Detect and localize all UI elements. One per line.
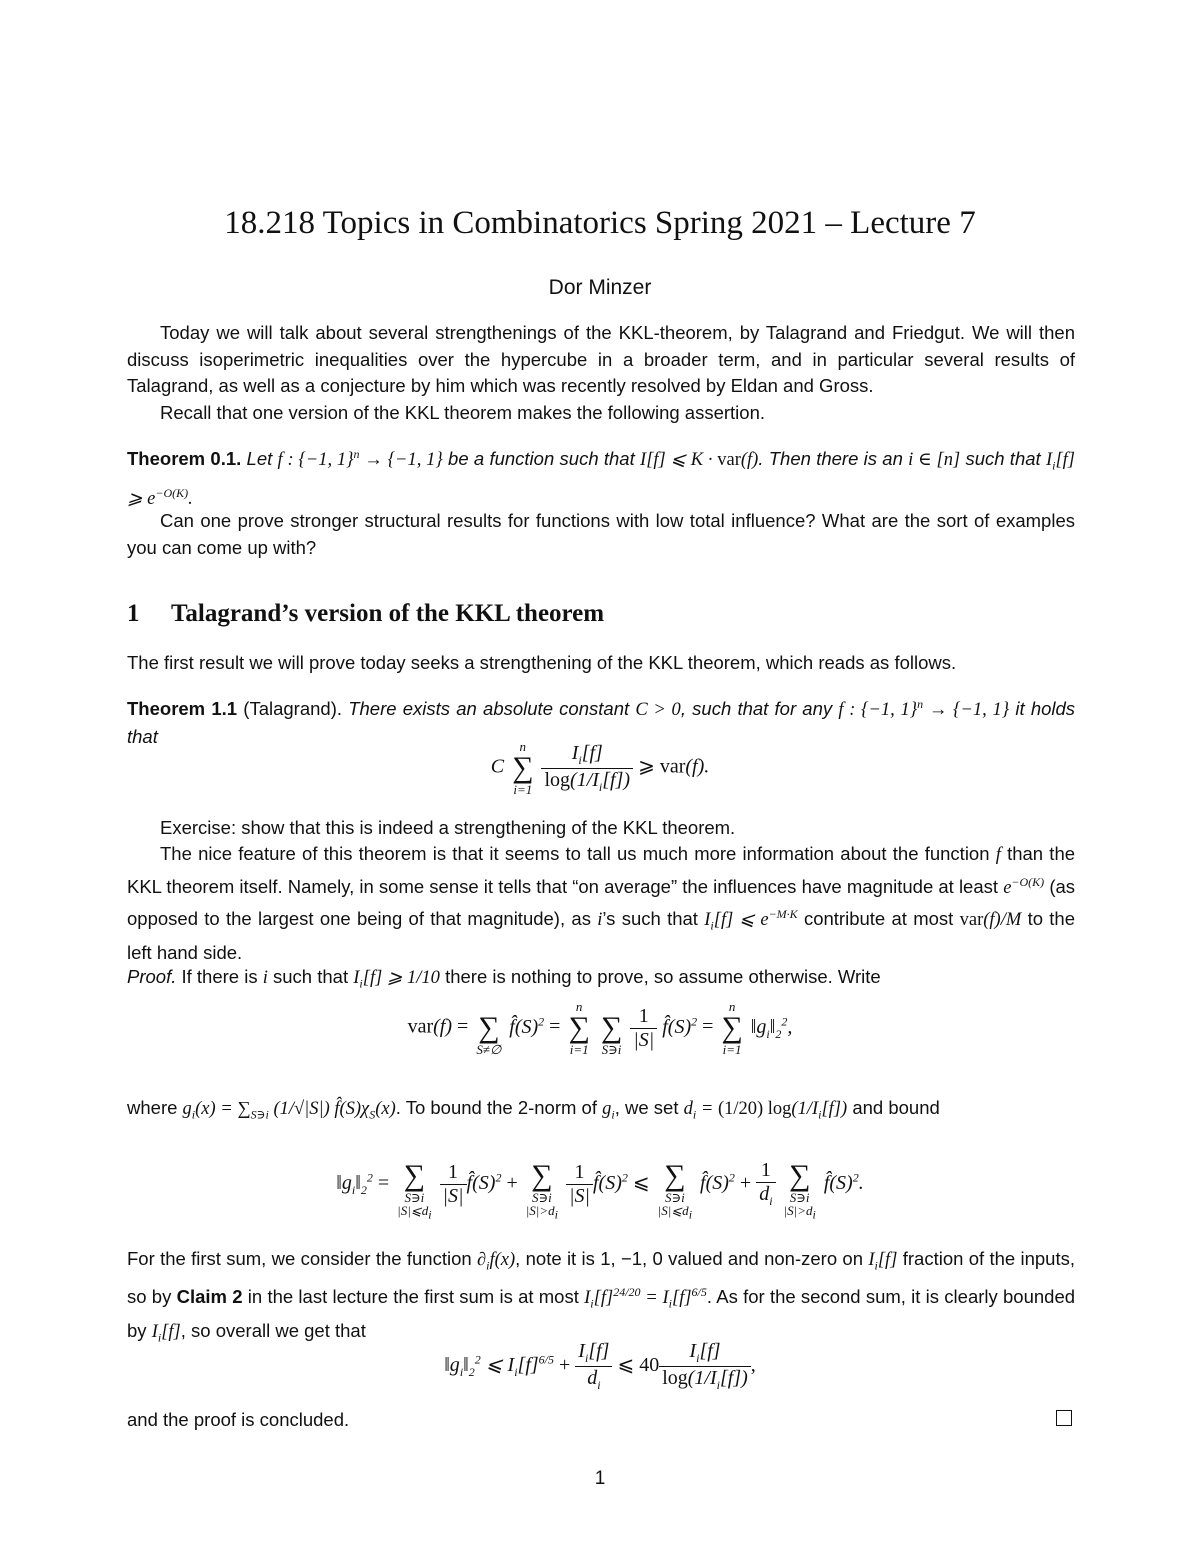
equation-final-bound: $‖g_i‖_2^2$ ⩽ $I_i[f]^{6/5}$ + $\frac{I_i[f]}{d_i}$ ⩽ 40 $\frac{I_i[f]}{\log(1/I_i[f])}$ , bbox=[444, 1340, 756, 1392]
equation-variance: var(f) = ∑ S≠∅ $f̂(S)^2$ = n ∑ i=1 ∑ S∋i $\frac{1}{|S|}$ $f̂(S)^2$ = n ∑ i=1 $‖g_i‖_2^2$, bbox=[407, 999, 793, 1057]
nice-feature-text: The nice feature of this theorem is that it seems to tall us much more information about the function bbox=[160, 843, 990, 864]
proof-text: and the proof is concluded. bbox=[127, 1409, 350, 1430]
exercise-text: Exercise: show that this is indeed a strengthening of the KKL theorem. bbox=[160, 817, 736, 838]
theorem-label: Theorem 0.1. bbox=[127, 448, 242, 470]
theorem-text-c: it holds that bbox=[127, 698, 1076, 747]
section-title: Talagrand’s version of the KKL theorem bbox=[171, 600, 605, 627]
equation-talagrand: C n ∑ i=1 $\frac{I_i[f]}{\log(1/I_i[f])}$ ⩾ var(f). bbox=[490, 739, 710, 797]
document-title: 18.218 Topics in Combinatorics Spring 2021 – Lecture 7 bbox=[224, 205, 976, 241]
math-inline: $I_i[f]$ ⩾ $e^{-O(K)}$. bbox=[127, 450, 1076, 509]
claim-reference: Claim 2 bbox=[176, 1286, 243, 1308]
theorem-label: Theorem 1.1 bbox=[127, 698, 238, 720]
proof-text: . To bound the 2-norm of bbox=[395, 1097, 597, 1118]
question-paragraph bbox=[127, 508, 1075, 561]
proof-text: For the first sum, we consider the function bbox=[127, 1248, 472, 1269]
proof-label: Proof. bbox=[127, 966, 177, 987]
question-text: Can one prove stronger structural results for functions with low total influence? What are the sort of examples you can come up with? bbox=[127, 510, 1075, 558]
exercise-paragraph bbox=[127, 815, 1075, 842]
proof-text: such that bbox=[273, 966, 349, 987]
proof-text: and bound bbox=[852, 1097, 940, 1118]
intro-paragraph bbox=[127, 320, 1075, 400]
qed-symbol bbox=[1056, 1410, 1072, 1426]
author-name: Dor Minzer bbox=[548, 276, 652, 299]
theorem-text-b: be a function such that bbox=[448, 448, 635, 470]
math-inline: I[f] ⩽ K · var(f) bbox=[640, 450, 759, 471]
theorem-text-d: such that bbox=[965, 448, 1041, 470]
proof-text: where bbox=[127, 1097, 178, 1118]
recall-text: Recall that one version of the KKL theorem makes the following assertion. bbox=[160, 402, 765, 423]
proof-text: . As for the second sum, it is clearly bounded by bbox=[127, 1286, 1076, 1341]
math-inline: C > 0 bbox=[635, 700, 681, 721]
intro-text: Today we will talk about several strengthenings of the KKL-theorem, by Talagrand and Friedgut. We will then discuss isoperimetric inequalities over the hypercube in a broader term, and in particular several results of Talagrand, as well as a conjecture by him which was recently resolved by Eldan and Gross. bbox=[127, 322, 1075, 396]
proof-text: , note it is 1, −1, 0 valued and non-zero on bbox=[515, 1248, 864, 1269]
recall-paragraph bbox=[127, 400, 1075, 427]
nice-feature-text: (as opposed to the largest one being of that magnitude), as bbox=[127, 875, 1076, 930]
proof-first-sum: For the first sum, we consider the function $\partial_if(x)$, note it is 1, −1, 0 valued and non-zero on $I_i[f]$ fraction of the inputs, so by Claim 2 in the last lecture the first sum is at most $I_i[f]^{24/20} = I_i[f]^{6/5}$. As for the second sum, it is clearly bounded by $I_i[f]$, so overall we get that bbox=[127, 1248, 1076, 1345]
theorem-attribution: (Talagrand). bbox=[243, 698, 342, 720]
nice-feature-paragraph: The nice feature of this theorem is that it seems to tall us much more information about the function f than the KKL theorem itself. Namely, in some sense it tells that “on average” the influences have magnitude at least $e^{-O(K)}$ (as opposed to the largest one being of that magnitude), as i’s such that $I_i[f]$ ⩽ $e^{-M\cdot K}$ contribute at most var(f)/M to the left hand side. bbox=[127, 843, 1076, 963]
theorem-0-1 bbox=[127, 441, 1075, 512]
proof-text: If there is bbox=[181, 966, 258, 987]
math-inline: f : {−1, 1}$^n$ → {−1, 1} bbox=[277, 447, 443, 471]
equation-norm-split: $‖g_i‖_2^2$ = ∑ S∋i $|S|⩽d_i$ $\frac{1}{|S|}$ $f̂(S)^2$ + ∑ S∋i $|S|>d_i$ $\frac{1}{|S|}$ $f̂(S)^2$ ⩽ ∑ S∋i $|S|⩽d_i$ $f̂(S)^2$ + $\frac{1}{d_i}$ ∑ S∋i $|S|>d_i$ $f̂(S)^2$. bbox=[336, 1159, 864, 1222]
theorem-text-b: , such that for any bbox=[680, 698, 833, 720]
proof-text: , so overall we get that bbox=[180, 1319, 366, 1341]
proof-text: in the last lecture the first sum is at most bbox=[247, 1286, 579, 1308]
section-heading bbox=[127, 600, 604, 628]
nice-feature-text: to the left hand side. bbox=[127, 908, 1076, 963]
page-number: 1 bbox=[594, 1468, 606, 1489]
section1-intro-text: The first result we will prove today seeks a strengthening of the KKL theorem, which reads as follows. bbox=[127, 652, 957, 673]
math-inline: f : {−1, 1}$^n$ → {−1, 1} bbox=[838, 697, 1010, 721]
section1-intro bbox=[127, 650, 1075, 677]
proof-conclusion bbox=[127, 1407, 1075, 1434]
theorem-text-a: Let bbox=[246, 448, 273, 470]
proof-text: , we set bbox=[614, 1097, 679, 1118]
nice-feature-text: contribute at most bbox=[803, 908, 954, 930]
section-number: 1 bbox=[127, 600, 140, 627]
proof-start: Proof. If there is i such that $I_i[f]$ ⩾ 1/10 there is nothing to prove, so assume otherwise. Write bbox=[127, 966, 881, 991]
proof-text: there is nothing to prove, so assume otherwise. Write bbox=[445, 966, 881, 987]
proof-text: fraction of the inputs, so by bbox=[127, 1248, 1076, 1308]
nice-feature-text: ’s such that bbox=[602, 908, 698, 930]
nice-feature-text: than the KKL theorem itself. Namely, in some sense it tells that “on average” the influences have magnitude at least bbox=[127, 843, 1076, 897]
proof-where: where $g_i(x) = \sum_{S∋i}$ (1/√|S|) $f̂(S)\chi_S(x)$. To bound the 2-norm of $g_i$, we set $d_i = (1/20)$ $\log(1/I_i[f])$ and bound bbox=[127, 1097, 940, 1122]
theorem-text-c: . Then there is an bbox=[758, 448, 903, 470]
theorem-text-a: There exists an absolute constant bbox=[348, 698, 630, 720]
math-inline: i ∈ [n] bbox=[908, 450, 961, 471]
